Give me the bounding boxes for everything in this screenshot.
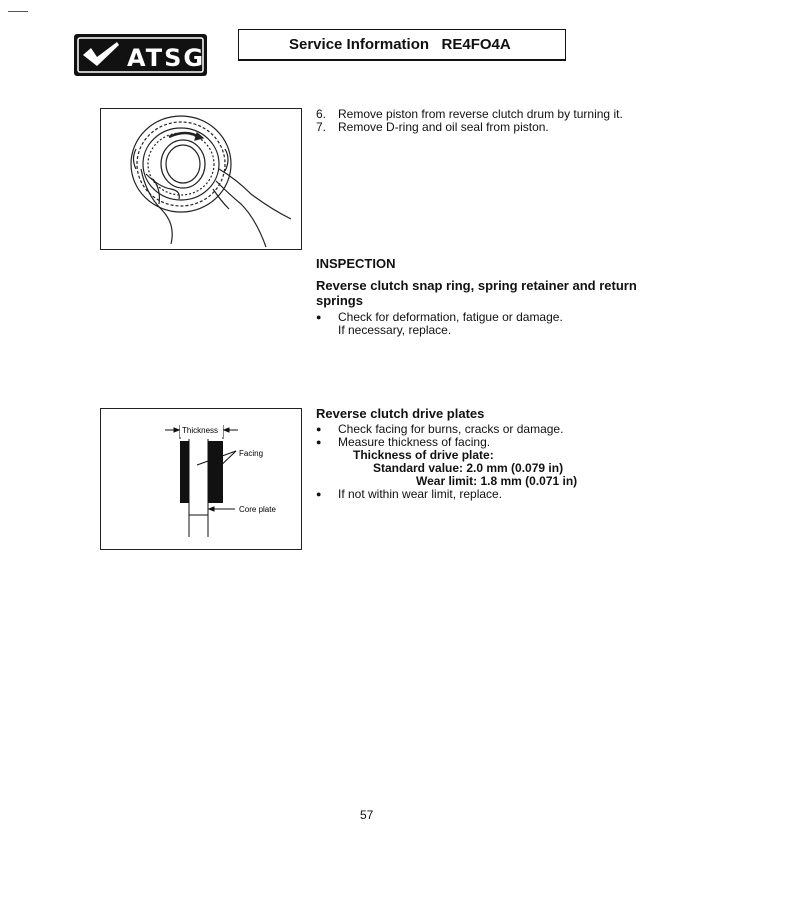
bullet-text: If necessary, replace.: [338, 323, 452, 337]
corner-rule: [8, 11, 28, 12]
list-item: [316, 311, 646, 337]
bullet-icon: ●: [316, 424, 322, 434]
step-text: Remove D-ring and oil seal from piston.: [338, 120, 549, 134]
spec-title: Thickness of drive plate:: [353, 448, 494, 462]
thickness-label: Thickness: [182, 426, 219, 435]
drive-plates-title: Reverse clutch drive plates: [316, 406, 485, 421]
step-number: 6.: [316, 107, 327, 121]
snap-ring-title-line2: springs: [316, 293, 363, 308]
spec-wear-limit: Wear limit: 1.8 mm (0.071 in): [416, 474, 578, 488]
drive-plates-section: [316, 406, 646, 501]
bullet-text: Check for deformation, fatigue or damage.: [338, 310, 563, 324]
bullet-text: Check facing for burns, cracks or damage.: [338, 422, 564, 436]
bullet-icon: ●: [316, 489, 322, 499]
bullet-icon: ●: [316, 312, 322, 322]
inspection-heading: INSPECTION: [316, 256, 396, 271]
bullet-text: Measure thickness of facing.: [338, 435, 491, 449]
atsg-logo: [73, 33, 208, 77]
step-7: [316, 121, 736, 134]
header-title-box: [238, 29, 566, 61]
bullet-icon: ●: [316, 437, 322, 447]
snap-ring-title-line1: Reverse clutch snap ring, spring retainer and return: [316, 278, 637, 293]
snap-ring-section: [316, 278, 646, 337]
page-title: Service Information RE4FO4A: [289, 36, 511, 53]
drive-plate-diagram: [100, 408, 302, 550]
page-number: 57: [360, 808, 374, 822]
logo-text: ATSG: [127, 44, 206, 72]
bullet-text: If not within wear limit, replace.: [338, 487, 503, 501]
step-text: Remove piston from reverse clutch drum by turning it.: [338, 107, 623, 121]
core-plate-label: Core plate: [239, 505, 276, 514]
facing-label: Facing: [239, 449, 264, 458]
piston-removal-figure: [100, 108, 302, 250]
list-item: [316, 488, 646, 501]
spec-standard: Standard value: 2.0 mm (0.079 in): [373, 461, 564, 475]
step-number: 7.: [316, 120, 327, 134]
removal-steps: [316, 108, 736, 134]
